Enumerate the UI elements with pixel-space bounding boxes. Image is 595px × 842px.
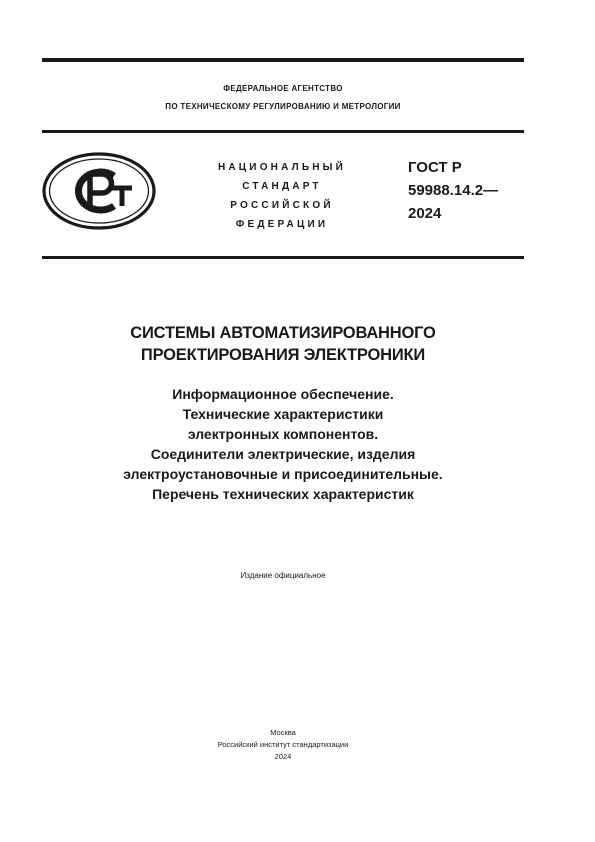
edition-label: Издание официальное	[240, 571, 326, 580]
standard-type-line2: СТАНДАРТ	[242, 181, 322, 192]
subtitle-line3: электронных компонентов.	[187, 426, 379, 442]
imprint-city: Москва	[270, 728, 296, 737]
middle-rule	[42, 130, 524, 133]
subtitle-line1: Информационное обеспечение.	[172, 386, 394, 402]
standard-type-line3: РОССИЙСКОЙ	[230, 200, 334, 211]
designation-line1: ГОСТ Р	[408, 159, 462, 176]
subtitle-line5: электроустановочные и присоединительные.	[123, 466, 443, 482]
standard-type-block	[198, 158, 366, 234]
title-line1: СИСТЕМЫ АВТОМАТИЗИРОВАННОГО	[130, 324, 436, 342]
agency-name-line1: ФЕДЕРАЛЬНОЕ АГЕНТСТВО	[223, 84, 343, 93]
imprint-year: 2024	[274, 752, 292, 761]
imprint-publisher: Российский институт стандартизации	[217, 740, 349, 749]
top-rule	[42, 58, 524, 62]
subtitle-line4: Соединители электрические, изделия	[150, 446, 416, 462]
imprint-block	[42, 727, 524, 763]
standard-type-line1: НАЦИОНАЛЬНЫЙ	[217, 162, 347, 173]
designation-line3: 2024	[408, 205, 442, 222]
title-line2: ПРОЕКТИРОВАНИЯ ЭЛЕКТРОНИКИ	[140, 346, 426, 364]
standard-designation	[408, 156, 498, 225]
subtitle-line6: Перечень технических характеристик	[152, 486, 414, 502]
lower-rule	[42, 256, 524, 259]
agency-name-line2: ПО ТЕХНИЧЕСКОМУ РЕГУЛИРОВАНИЮ И МЕТРОЛОГИИ	[165, 102, 401, 111]
subtitle-line2: Технические характеристики	[182, 406, 384, 422]
standard-type-line4: ФЕДЕРАЦИИ	[235, 219, 329, 230]
pst-mark-icon	[42, 152, 156, 230]
document-subtitle	[42, 384, 524, 504]
document-title	[42, 322, 524, 366]
designation-line2: 59988.14.2—	[408, 182, 499, 199]
